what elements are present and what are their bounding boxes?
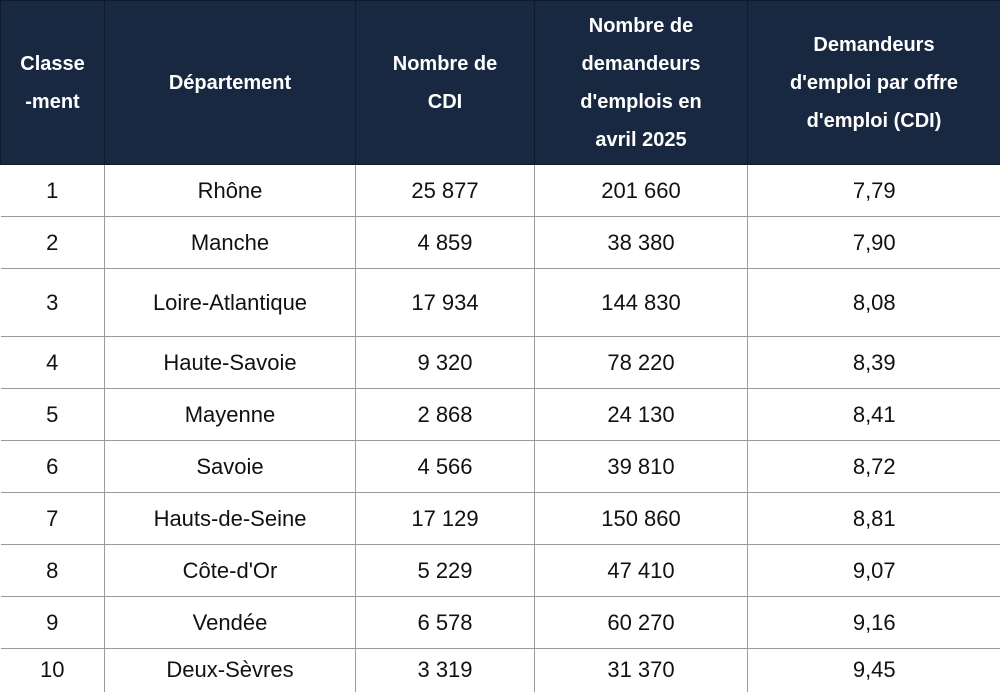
cell-rank: 1	[1, 165, 105, 217]
cell-cdi-count: 25 877	[356, 165, 535, 217]
cell-rank: 2	[1, 217, 105, 269]
cell-department: Côte-d'Or	[105, 545, 356, 597]
table-row	[1, 597, 1000, 649]
cell-jobseekers: 150 860	[535, 493, 748, 545]
table-row	[1, 649, 1000, 692]
cell-jobseekers: 201 660	[535, 165, 748, 217]
cell-cdi-count: 5 229	[356, 545, 535, 597]
cell-cdi-count: 2 868	[356, 389, 535, 441]
cell-rank: 6	[1, 441, 105, 493]
cell-rank: 5	[1, 389, 105, 441]
cell-jobseekers: 24 130	[535, 389, 748, 441]
table-row	[1, 217, 1000, 269]
table-row	[1, 269, 1000, 337]
cell-cdi-count: 17 129	[356, 493, 535, 545]
cell-rank: 4	[1, 337, 105, 389]
cell-department: Rhône	[105, 165, 356, 217]
table-row	[1, 389, 1000, 441]
cell-department: Hauts-de-Seine	[105, 493, 356, 545]
cell-jobseekers: 144 830	[535, 269, 748, 337]
table-row	[1, 493, 1000, 545]
table-body	[1, 165, 1000, 692]
cell-jobseekers: 31 370	[535, 649, 748, 692]
cell-cdi-count: 4 566	[356, 441, 535, 493]
cell-cdi-count: 17 934	[356, 269, 535, 337]
header-cdi-count-label: Nombre de CDI	[392, 52, 498, 113]
cell-department: Savoie	[105, 441, 356, 493]
table-row	[1, 165, 1000, 217]
cell-ratio: 9,16	[748, 597, 1000, 649]
cell-rank: 7	[1, 493, 105, 545]
cell-rank: 8	[1, 545, 105, 597]
cell-rank: 10	[1, 649, 105, 692]
table-row	[1, 337, 1000, 389]
cell-cdi-count: 4 859	[356, 217, 535, 269]
cell-ratio: 8,81	[748, 493, 1000, 545]
cell-jobseekers: 78 220	[535, 337, 748, 389]
header-cdi-count	[356, 1, 535, 165]
header-jobseekers-label: Nombre de demandeurs d'emplois en avril 2025	[580, 14, 702, 151]
cell-ratio: 7,90	[748, 217, 1000, 269]
cell-ratio: 7,79	[748, 165, 1000, 217]
cell-department: Manche	[105, 217, 356, 269]
cell-ratio: 8,08	[748, 269, 1000, 337]
cell-ratio: 8,39	[748, 337, 1000, 389]
cell-jobseekers: 47 410	[535, 545, 748, 597]
cell-cdi-count: 9 320	[356, 337, 535, 389]
cell-rank: 9	[1, 597, 105, 649]
cell-department: Deux-Sèvres	[105, 649, 356, 692]
header-rank-label: Classe -ment	[20, 52, 85, 113]
header-rank	[1, 1, 105, 165]
cell-cdi-count: 3 319	[356, 649, 535, 692]
table-row	[1, 545, 1000, 597]
cell-rank: 3	[1, 269, 105, 337]
header-jobseekers	[535, 1, 748, 165]
header-ratio-label: Demandeurs d'emploi par offre d'emploi (CDI)	[789, 33, 959, 132]
table-header	[1, 1, 1000, 165]
cell-ratio: 8,72	[748, 441, 1000, 493]
header-department-label: Département	[168, 71, 292, 94]
cell-ratio: 9,07	[748, 545, 1000, 597]
cell-department: Loire-Atlantique	[105, 269, 356, 337]
cell-department: Mayenne	[105, 389, 356, 441]
cell-department: Vendée	[105, 597, 356, 649]
cell-department: Haute-Savoie	[105, 337, 356, 389]
cell-jobseekers: 38 380	[535, 217, 748, 269]
cell-jobseekers: 60 270	[535, 597, 748, 649]
cell-ratio: 9,45	[748, 649, 1000, 692]
header-row	[1, 1, 1000, 165]
cell-cdi-count: 6 578	[356, 597, 535, 649]
cell-jobseekers: 39 810	[535, 441, 748, 493]
header-department	[105, 1, 356, 165]
table-row	[1, 441, 1000, 493]
header-ratio	[748, 1, 1000, 165]
cell-ratio: 8,41	[748, 389, 1000, 441]
